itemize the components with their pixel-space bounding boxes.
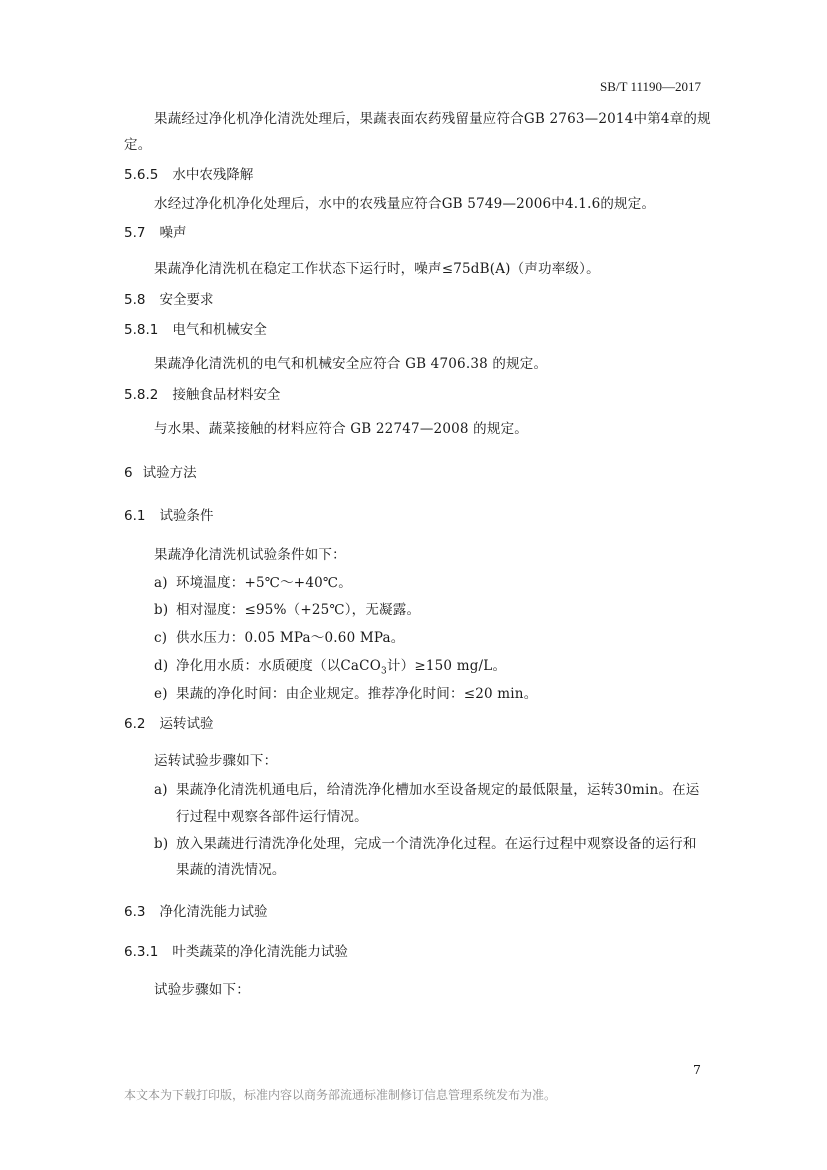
list-item-marker: b) <box>154 836 169 852</box>
page-number: 7 <box>693 1062 701 1077</box>
section-title: 试验条件 <box>159 508 214 524</box>
list-item-marker: b) <box>154 602 169 618</box>
section-number: 6.1 <box>124 508 146 524</box>
list-item-text: 环境温度：+5℃～+40℃。 <box>176 575 352 591</box>
paragraph-run-test-intro: 运转试验步骤如下： <box>154 753 278 769</box>
heading-5-8-2 <box>124 383 280 403</box>
list-item-text: 放入果蔬进行清洗净化处理，完成一个清洗净化过程。在运行过程中观察设备的运行和 <box>176 836 697 852</box>
paragraph-test-steps-intro: 试验步骤如下： <box>154 982 250 998</box>
heading-5-7 <box>124 221 186 241</box>
section-number: 5.8 <box>124 292 146 308</box>
list-item-text: 果蔬的净化时间：由企业规定。推荐净化时间：≤20 min。 <box>176 686 538 702</box>
section-number: 6.3.1 <box>124 944 159 960</box>
paragraph-water-residue: 水经过净化机净化处理后，水中的农残量应符合GB 5749—2006中4.1.6的规定。 <box>154 196 656 212</box>
list-item-continuation: 果蔬的清洗情况。 <box>176 862 286 878</box>
paragraph-electrical-safety: 果蔬净化清洗机的电气和机械安全应符合 GB 4706.38 的规定。 <box>154 356 548 372</box>
section-number: 6.2 <box>124 716 146 732</box>
section-number: 5.8.1 <box>124 322 159 338</box>
heading-5-8-1 <box>124 318 267 338</box>
paragraph-noise: 果蔬净化清洗机在稳定工作状态下运行时，噪声≤75dB(A)（声功率级）。 <box>154 261 600 277</box>
list-item <box>154 626 405 646</box>
section-title: 水中农残降解 <box>172 167 254 183</box>
section-number: 5.6.5 <box>124 167 159 183</box>
heading-6-1 <box>124 504 213 524</box>
list-item-text-pre: 净化用水质：水质硬度（以CaCO <box>176 658 381 674</box>
list-item-marker: e) <box>154 686 168 702</box>
section-title: 接触食品材料安全 <box>172 387 281 403</box>
list-item <box>154 654 506 677</box>
paragraph-test-conditions-intro: 果蔬净化清洗机试验条件如下： <box>154 547 346 563</box>
list-item-text: 供水压力：0.05 MPa～0.60 MPa。 <box>176 630 405 646</box>
section-number: 6.3 <box>124 904 146 920</box>
list-item <box>154 778 700 798</box>
list-item-marker: a) <box>154 782 168 798</box>
section-title: 运转试验 <box>159 716 214 732</box>
section-title: 噪声 <box>159 225 187 241</box>
list-item-continuation: 行过程中观察各部件运行情况。 <box>176 809 368 825</box>
heading-6-3 <box>124 900 267 920</box>
list-item <box>154 832 697 852</box>
list-item-marker: a) <box>154 575 168 591</box>
section-number: 5.8.2 <box>124 387 159 403</box>
section-title: 试验方法 <box>142 465 197 481</box>
list-item <box>154 571 352 591</box>
list-item-marker: d) <box>154 658 169 674</box>
section-title: 叶类蔬菜的净化清洗能力试验 <box>172 944 348 960</box>
section-title: 净化清洗能力试验 <box>159 904 268 920</box>
heading-6 <box>124 461 197 481</box>
list-item <box>154 598 420 618</box>
heading-6-2 <box>124 712 213 732</box>
paragraph-food-contact: 与水果、蔬菜接触的材料应符合 GB 22747—2008 的规定。 <box>154 421 528 437</box>
section-number: 6 <box>124 465 133 481</box>
list-item-text-post: 计）≥150 mg/L。 <box>386 658 507 674</box>
download-notice: 本文本为下载打印版，标准内容以商务部流通标准制修订信息管理系统发布为准。 <box>124 1088 557 1102</box>
subscript-3: 3 <box>380 666 387 677</box>
list-item-text: 果蔬净化清洗机通电后，给清洗净化槽加水至设备规定的最低限量，运转30min。在运 <box>176 782 700 798</box>
paragraph-pesticide-surface-line1: 果蔬经过净化机净化清洗处理后，果蔬表面农药残留量应符合GB 2763—2014中第4章的规 <box>154 111 711 127</box>
section-number: 5.7 <box>124 225 146 241</box>
section-title: 安全要求 <box>159 292 214 308</box>
section-title: 电气和机械安全 <box>172 322 267 338</box>
standard-code: SB/T 11190—2017 <box>599 79 701 94</box>
heading-6-3-1 <box>124 940 348 960</box>
heading-5-6-5 <box>124 163 253 183</box>
heading-5-8 <box>124 288 213 308</box>
list-item-marker: c) <box>154 630 168 646</box>
paragraph-pesticide-surface-line2: 定。 <box>124 137 152 153</box>
list-item <box>154 682 537 702</box>
list-item-text: 相对湿度：≤95%（+25℃），无凝露。 <box>176 602 421 618</box>
